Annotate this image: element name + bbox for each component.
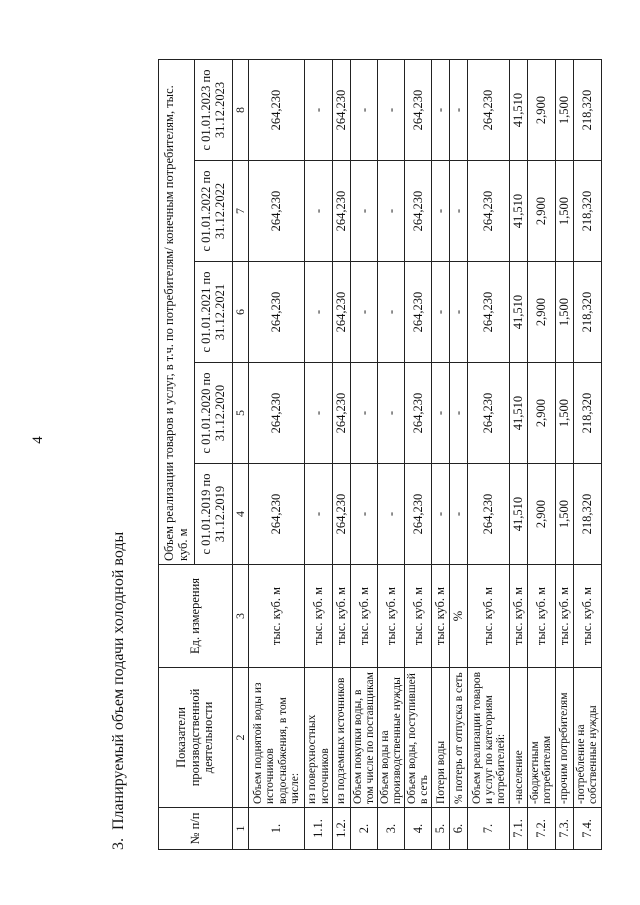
row-unit: тыс. куб. м bbox=[528, 565, 555, 668]
row-unit: тыс. куб. м bbox=[351, 565, 378, 668]
row-value: 2,900 bbox=[528, 59, 555, 160]
row-indicator-name: Объем реализации товаров и услуг по категориям потребителей: bbox=[468, 668, 510, 808]
table-body bbox=[233, 59, 602, 849]
row-value: - bbox=[450, 161, 468, 262]
water-volume-table bbox=[158, 59, 602, 850]
row-value: - bbox=[450, 59, 468, 160]
table-row bbox=[573, 59, 601, 849]
row-value: - bbox=[378, 464, 405, 565]
row-value: - bbox=[351, 59, 378, 160]
row-value: 264,230 bbox=[468, 161, 510, 262]
row-value: 264,230 bbox=[405, 262, 432, 363]
header-no: № п/п bbox=[159, 808, 233, 850]
row-value: - bbox=[305, 262, 333, 363]
row-indicator-name: -население bbox=[510, 668, 528, 808]
row-value: 218,320 bbox=[573, 59, 601, 160]
row-value: 2,900 bbox=[528, 262, 555, 363]
row-value: - bbox=[378, 161, 405, 262]
rotated-page-content bbox=[98, 50, 623, 850]
row-indicator-name: -прочим потребителям bbox=[555, 668, 573, 808]
row-number: 7.3. bbox=[555, 808, 573, 850]
table-row bbox=[510, 59, 528, 849]
row-value: - bbox=[351, 262, 378, 363]
row-value: - bbox=[351, 161, 378, 262]
row-number: 7.4. bbox=[573, 808, 601, 850]
header-period-2020: с 01.01.2020 по 31.12.2020 bbox=[195, 363, 233, 464]
row-number: 4. bbox=[405, 808, 432, 850]
row-value: 41,510 bbox=[510, 363, 528, 464]
column-number: 3 bbox=[233, 565, 249, 668]
table-row bbox=[555, 59, 573, 849]
row-value: - bbox=[432, 464, 450, 565]
row-value: 264,230 bbox=[333, 363, 351, 464]
row-unit: тыс. куб. м bbox=[468, 565, 510, 668]
row-value: - bbox=[351, 363, 378, 464]
row-value: 218,320 bbox=[573, 363, 601, 464]
row-indicator-name: Объем покупки воды, в том числе по поставщикам bbox=[351, 668, 378, 808]
row-value: 264,230 bbox=[468, 363, 510, 464]
row-unit: % bbox=[450, 565, 468, 668]
row-value: - bbox=[305, 59, 333, 160]
row-number: 5. bbox=[432, 808, 450, 850]
column-number: 4 bbox=[233, 464, 249, 565]
header-group: Объем реализации товаров и услуг, в т.ч. по потребителям/ конечным потребителям, тыс. куб. м bbox=[159, 59, 195, 564]
row-value: 2,900 bbox=[528, 161, 555, 262]
row-number: 1. bbox=[249, 808, 305, 850]
row-value: 264,230 bbox=[333, 262, 351, 363]
row-number: 1.1. bbox=[305, 808, 333, 850]
row-value: 264,230 bbox=[405, 59, 432, 160]
section-number: 3. bbox=[110, 838, 127, 850]
row-value: - bbox=[450, 363, 468, 464]
row-value: 1,500 bbox=[555, 262, 573, 363]
row-unit: тыс. куб. м bbox=[405, 565, 432, 668]
row-value: 264,230 bbox=[333, 464, 351, 565]
row-value: - bbox=[378, 363, 405, 464]
table-row bbox=[468, 59, 510, 849]
row-value: 1,500 bbox=[555, 363, 573, 464]
page-number: 4 bbox=[30, 436, 46, 444]
row-number: 7. bbox=[468, 808, 510, 850]
row-value: 264,230 bbox=[249, 464, 305, 565]
table-row bbox=[528, 59, 555, 849]
row-value: 218,320 bbox=[573, 262, 601, 363]
row-unit: тыс. куб. м bbox=[555, 565, 573, 668]
row-value: - bbox=[305, 464, 333, 565]
row-number: 7.2. bbox=[528, 808, 555, 850]
row-indicator-name: Объем воды, поступившей в сеть bbox=[405, 668, 432, 808]
row-value: 264,230 bbox=[468, 59, 510, 160]
table-header bbox=[159, 59, 233, 849]
column-number: 8 bbox=[233, 59, 249, 160]
header-period-2022: с 01.01.2022 по 31.12.2022 bbox=[195, 161, 233, 262]
column-number: 5 bbox=[233, 363, 249, 464]
row-unit: тыс. куб. м bbox=[333, 565, 351, 668]
row-value: - bbox=[450, 262, 468, 363]
row-value: 264,230 bbox=[249, 363, 305, 464]
table-row bbox=[450, 59, 468, 849]
row-value: 41,510 bbox=[510, 161, 528, 262]
row-value: 264,230 bbox=[405, 464, 432, 565]
table-row bbox=[432, 59, 450, 849]
row-indicator-name: Потери воды bbox=[432, 668, 450, 808]
table-row bbox=[351, 59, 378, 849]
row-number: 3. bbox=[378, 808, 405, 850]
header-period-2023: с 01.01.2023 по 31.12.2023 bbox=[195, 59, 233, 160]
row-value: 264,230 bbox=[333, 59, 351, 160]
row-value: 2,900 bbox=[528, 363, 555, 464]
row-indicator-name: -бюджетным потребителям bbox=[528, 668, 555, 808]
row-unit: тыс. куб. м bbox=[378, 565, 405, 668]
row-value: 264,230 bbox=[405, 161, 432, 262]
row-indicator-name: из подземных источников bbox=[333, 668, 351, 808]
row-value: - bbox=[378, 59, 405, 160]
row-value: - bbox=[432, 363, 450, 464]
column-number: 2 bbox=[233, 668, 249, 808]
row-indicator-name: -потребление на собственные нужды bbox=[573, 668, 601, 808]
row-unit: тыс. куб. м bbox=[249, 565, 305, 668]
column-numbers-row bbox=[233, 59, 249, 849]
section-title: Планируемый объем подачи холодной воды bbox=[110, 531, 127, 830]
table-row bbox=[378, 59, 405, 849]
column-number: 6 bbox=[233, 262, 249, 363]
row-value: - bbox=[432, 262, 450, 363]
row-value: 41,510 bbox=[510, 59, 528, 160]
row-value: - bbox=[450, 464, 468, 565]
row-value: 264,230 bbox=[333, 161, 351, 262]
table-row bbox=[305, 59, 333, 849]
row-value: 41,510 bbox=[510, 262, 528, 363]
header-indicator: Показатели производственной деятельности bbox=[159, 668, 233, 808]
row-value: 1,500 bbox=[555, 59, 573, 160]
row-number: 2. bbox=[351, 808, 378, 850]
row-value: - bbox=[351, 464, 378, 565]
column-number: 7 bbox=[233, 161, 249, 262]
row-value: 2,900 bbox=[528, 464, 555, 565]
row-indicator-name: из поверхностных источников bbox=[305, 668, 333, 808]
row-unit: тыс. куб. м bbox=[573, 565, 601, 668]
row-value: 264,230 bbox=[468, 262, 510, 363]
row-value: 264,230 bbox=[468, 464, 510, 565]
row-value: 218,320 bbox=[573, 161, 601, 262]
section-heading bbox=[98, 532, 140, 850]
row-value: - bbox=[432, 161, 450, 262]
table-row bbox=[333, 59, 351, 849]
header-unit: Ед. измерения bbox=[159, 565, 233, 668]
column-number: 1 bbox=[233, 808, 249, 850]
row-value: 41,510 bbox=[510, 464, 528, 565]
header-period-2019: с 01.01.2019 по 31.12.2019 bbox=[195, 464, 233, 565]
row-value: - bbox=[305, 161, 333, 262]
row-value: - bbox=[305, 363, 333, 464]
row-value: - bbox=[378, 262, 405, 363]
row-number: 1.2. bbox=[333, 808, 351, 850]
row-indicator-name: Объем воды на производственные нужды bbox=[378, 668, 405, 808]
table-row bbox=[405, 59, 432, 849]
row-value: 264,230 bbox=[249, 161, 305, 262]
row-unit: тыс. куб. м bbox=[510, 565, 528, 668]
header-period-2021: с 01.01.2021 по 31.12.2021 bbox=[195, 262, 233, 363]
row-value: 218,320 bbox=[573, 464, 601, 565]
row-value: - bbox=[432, 59, 450, 160]
row-value: 264,230 bbox=[249, 59, 305, 160]
row-value: 1,500 bbox=[555, 161, 573, 262]
row-unit: тыс. куб. м bbox=[432, 565, 450, 668]
row-value: 264,230 bbox=[249, 262, 305, 363]
row-number: 6. bbox=[450, 808, 468, 850]
table-row bbox=[249, 59, 305, 849]
row-indicator-name: Объем поднятой воды из источников водоснабжения, в том числе: bbox=[249, 668, 305, 808]
row-number: 7.1. bbox=[510, 808, 528, 850]
row-unit: тыс. куб. м bbox=[305, 565, 333, 668]
row-value: 264,230 bbox=[405, 363, 432, 464]
row-value: 1,500 bbox=[555, 464, 573, 565]
row-indicator-name: % потерь от отпуска в сеть bbox=[450, 668, 468, 808]
